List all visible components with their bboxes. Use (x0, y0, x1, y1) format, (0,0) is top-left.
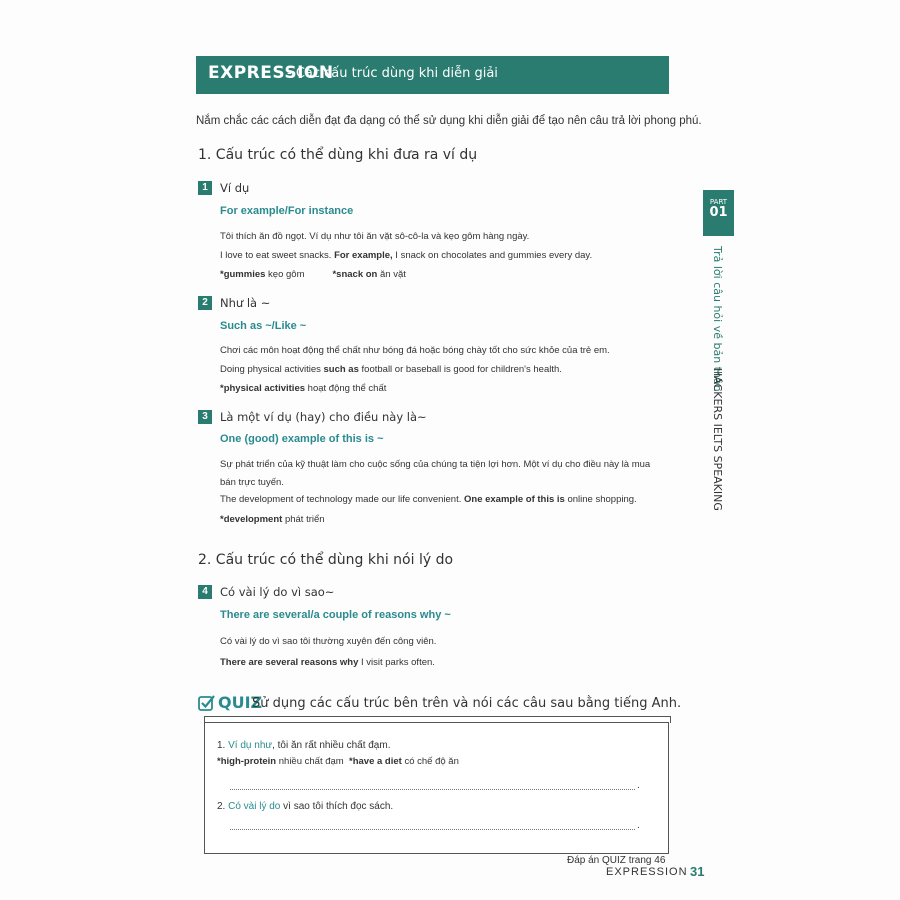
quiz-label: QUIZ (218, 693, 263, 712)
item-2-line-1: Chơi các môn hoạt động thể chất như bóng đá hoặc bóng chày tốt cho sức khỏe của trẻ em. (220, 345, 610, 356)
item-2-phrase: Such as ~/Like ~ (220, 320, 307, 332)
section-1-title: 1. Cấu trúc có thể dùng khi đưa ra ví dụ (198, 147, 478, 163)
intro-text: Nắm chắc các cách diễn đạt đa dạng có thể sử dụng khi diễn giải để tạo nên câu trả lời phong phú. (196, 115, 702, 127)
sidebar-chapter-title: Trả lời câu hỏi về bản thân (711, 246, 724, 392)
item-2-line-2: Doing physical activities such as football or baseball is good for children's health. (220, 364, 562, 375)
item-3-phrase: One (good) example of this is ~ (220, 433, 384, 445)
item-2-vocab: *physical activities hoạt động thể chất (220, 383, 387, 394)
item-4-line-1: Có vài lý do vì sao tôi thường xuyên đến công viên. (220, 636, 437, 647)
answer-reference: Đáp án QUIZ trang 46 (567, 855, 666, 866)
item-3-title: Là một ví dụ (hay) cho điều này là~ (220, 410, 427, 424)
item-1-phrase: For example/For instance (220, 205, 354, 217)
quiz-instruction: Sử dụng các cấu trúc bên trên và nói các câu sau bằng tiếng Anh. (252, 696, 682, 711)
item-4-title: Có vài lý do vì sao~ (220, 585, 335, 599)
part-label: PART (709, 198, 728, 206)
answer-line-2[interactable] (230, 828, 635, 830)
header-title: EXPRESSION (208, 63, 334, 83)
answer-line-1[interactable] (230, 788, 635, 790)
item-3-line-2: bán trực tuyến. (220, 477, 284, 488)
item-1-line-2: I love to eat sweet snacks. For example, I snack on chocolates and gummies every day. (220, 250, 593, 261)
item-2-number: 2 (198, 296, 212, 310)
item-1-title: Ví dụ (220, 181, 250, 195)
item-4-number: 4 (198, 585, 212, 599)
item-3-line-3: The development of technology made our life convenient. One example of this is online shopping. (220, 494, 637, 505)
item-3-vocab: *development phát triển (220, 514, 325, 525)
part-tab (703, 190, 734, 236)
section-2-title: 2. Cấu trúc có thể dùng khi nói lý do (198, 552, 454, 568)
footer-section: EXPRESSION (606, 866, 688, 878)
page-number: 31 (690, 864, 705, 879)
answer-line-1-end: . (637, 780, 640, 791)
item-1-line-1: Tôi thích ăn đồ ngọt. Ví dụ như tôi ăn vặt sô-cô-la và kẹo gôm hàng ngày. (220, 231, 530, 242)
item-1-vocab: *gummies kẹo gôm *snack on ăn vặt (220, 269, 406, 280)
answer-line-2-end: . (637, 820, 640, 831)
item-2-title: Như là ~ (220, 296, 271, 310)
quiz-question-1-vocab: *high-protein nhiều chất đạm *have a diet có chế độ ăn (217, 756, 459, 767)
part-number: 01 (709, 205, 728, 220)
quiz-question-2: 2. Có vài lý do vì sao tôi thích đọc sách. (217, 801, 394, 812)
sidebar-brand: HACKERS IELTS SPEAKING (711, 368, 724, 511)
item-1-number: 1 (198, 181, 212, 195)
item-4-line-2: There are several reasons why I visit parks often. (220, 657, 435, 668)
quiz-question-1: 1. Ví dụ như, tôi ăn rất nhiều chất đạm. (217, 740, 391, 751)
header-subtitle: - Các cấu trúc dùng khi diễn giải (287, 66, 498, 81)
checkbox-icon (198, 694, 216, 712)
item-3-line-1: Sự phát triển của kỹ thuật làm cho cuộc sống của chúng ta tiện lợi hơn. Một ví dụ cho điều này là mua (220, 459, 651, 470)
item-4-phrase: There are several/a couple of reasons why ~ (220, 609, 451, 621)
item-3-number: 3 (198, 410, 212, 424)
